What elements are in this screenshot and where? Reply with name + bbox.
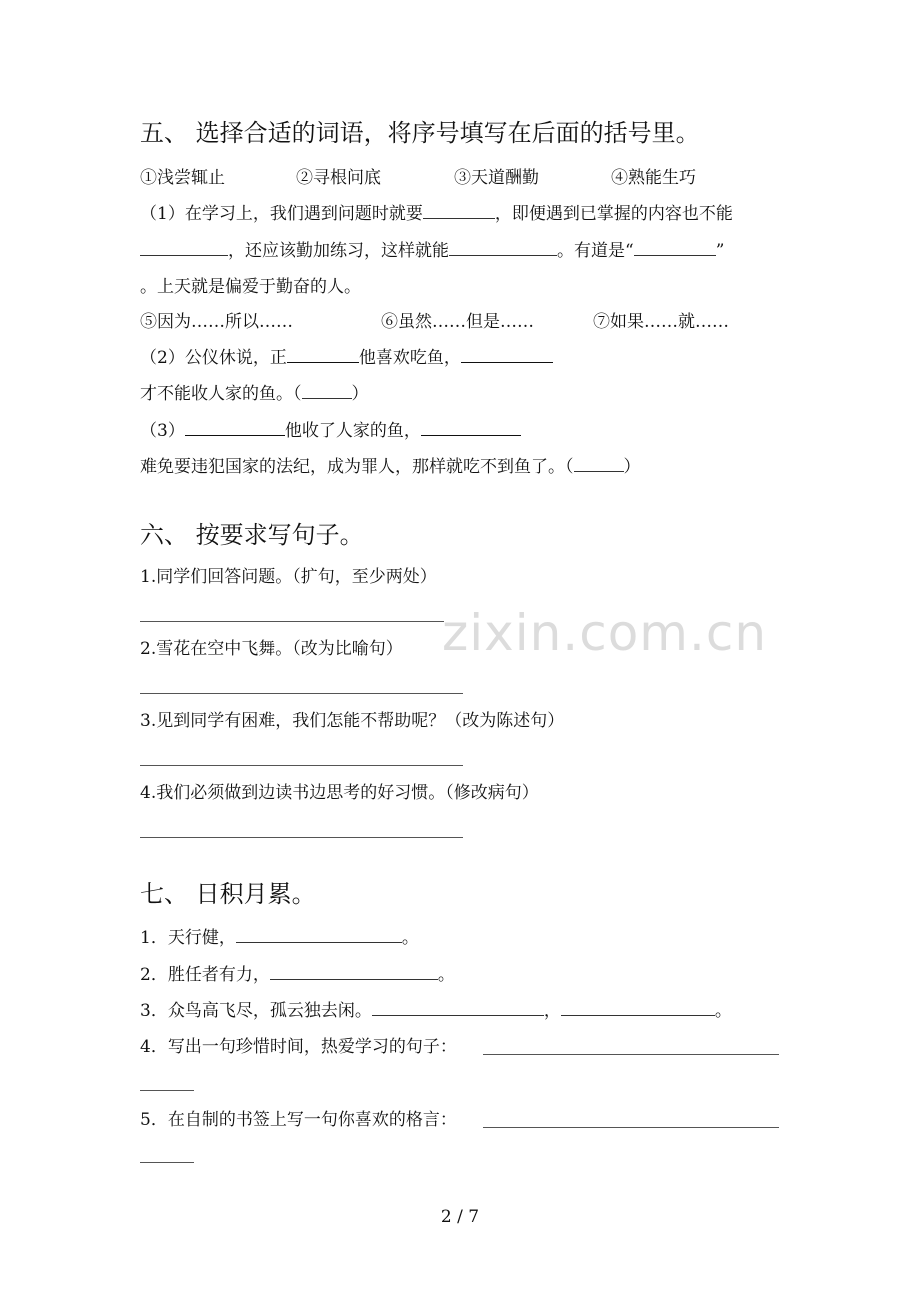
option-7: ⑦如果……就…… bbox=[593, 312, 729, 332]
item-3-text-a: 3．众鸟高飞尽，孤云独去闲。 bbox=[140, 1001, 372, 1021]
question-1-line-2 bbox=[140, 243, 724, 260]
page-number: 2 / 7 bbox=[440, 1207, 480, 1227]
section-7-title: 七、 日积月累。 bbox=[140, 880, 316, 908]
q1-text-a: （1）在学习上，我们遇到问题时就要 bbox=[140, 204, 423, 224]
accumulate-item-4: 4．写出一句珍惜时间，热爱学习的句子： bbox=[140, 1037, 457, 1057]
question-1-line-1 bbox=[140, 206, 733, 223]
item-3-blank-1[interactable] bbox=[372, 1014, 544, 1016]
option-4: ④熟能生巧 bbox=[611, 168, 696, 188]
item-1-blank[interactable] bbox=[236, 941, 402, 943]
q1-text-e: ” bbox=[715, 241, 725, 261]
q3-blank-1[interactable] bbox=[185, 434, 285, 436]
item-1-text-a: 1．天行健， bbox=[140, 928, 236, 948]
question-2-line-1 bbox=[140, 350, 553, 367]
q3-blank-2[interactable] bbox=[421, 434, 521, 436]
accumulate-item-5: 5．在自制的书签上写一句你喜欢的格言： bbox=[140, 1110, 457, 1130]
q3-answer-blank[interactable] bbox=[574, 470, 624, 472]
answer-line-2[interactable] bbox=[140, 693, 463, 694]
q3-text-d: ） bbox=[623, 457, 641, 477]
item-4-answer-line-cont[interactable] bbox=[140, 1090, 194, 1091]
section-6-title: 六、 按要求写句子。 bbox=[140, 521, 364, 549]
q1-blank-2[interactable] bbox=[140, 254, 228, 256]
q1-text-d: 。有道是“ bbox=[557, 241, 634, 261]
answer-line-3[interactable] bbox=[140, 765, 463, 766]
q2-answer-blank[interactable] bbox=[302, 397, 352, 399]
q1-blank-4[interactable] bbox=[634, 254, 716, 256]
q2-text-b: 他喜欢吃鱼， bbox=[358, 348, 461, 368]
option-2: ②寻根问底 bbox=[296, 168, 381, 188]
item-2-text-a: 2．胜任者有力， bbox=[140, 965, 270, 985]
watermark: zixin.com.cn bbox=[442, 604, 768, 662]
item-3-text-c: 。 bbox=[714, 1001, 732, 1021]
accumulate-item-1 bbox=[140, 930, 419, 947]
item-3-text-b: ， bbox=[543, 1001, 561, 1021]
answer-line-4[interactable] bbox=[140, 837, 463, 838]
q2-text-c: 才不能收人家的鱼。（ bbox=[140, 384, 302, 404]
q2-blank-2[interactable] bbox=[461, 361, 553, 363]
question-2-line-2 bbox=[140, 386, 369, 403]
item-5-answer-line-cont[interactable] bbox=[140, 1162, 194, 1163]
accumulate-item-3 bbox=[140, 1003, 732, 1020]
rewrite-item-3: 3.见到同学有困难，我们怎能不帮助呢？（改为陈述句） bbox=[140, 711, 565, 731]
item-2-text-b: 。 bbox=[437, 965, 455, 985]
accumulate-item-2 bbox=[140, 967, 455, 984]
option-3: ③天道酬勤 bbox=[454, 168, 539, 188]
option-1: ①浅尝辄止 bbox=[140, 168, 225, 188]
question-3-line-2 bbox=[140, 459, 641, 476]
q1-blank-3[interactable] bbox=[449, 254, 557, 256]
section-5-title: 五、 选择合适的词语，将序号填写在后面的括号里。 bbox=[140, 119, 700, 147]
question-1-line-3: 。上天就是偏爱于勤奋的人。 bbox=[140, 277, 361, 297]
item-2-blank[interactable] bbox=[270, 978, 438, 980]
q1-text-b: ，即便遇到已掌握的内容也不能 bbox=[494, 204, 733, 224]
q1-text-c: ，还应该勤加练习，这样就能 bbox=[228, 241, 449, 261]
q3-text-b: 他收了人家的鱼， bbox=[284, 421, 421, 441]
item-5-answer-line[interactable] bbox=[483, 1127, 779, 1128]
item-1-text-b: 。 bbox=[401, 928, 419, 948]
q3-text-a: （3） bbox=[140, 421, 185, 441]
q2-text-a: （2）公仪休说，正 bbox=[140, 348, 287, 368]
q2-blank-1[interactable] bbox=[287, 361, 359, 363]
option-6: ⑥虽然……但是…… bbox=[381, 312, 534, 332]
item-4-answer-line[interactable] bbox=[483, 1054, 779, 1055]
item-3-blank-2[interactable] bbox=[561, 1014, 715, 1016]
rewrite-item-1: 1.同学们回答问题。（扩句，至少两处） bbox=[140, 567, 437, 587]
q3-text-c: 难免要违犯国家的法纪，成为罪人，那样就吃不到鱼了。（ bbox=[140, 457, 574, 477]
rewrite-item-4: 4.我们必须做到边读书边思考的好习惯。（修改病句） bbox=[140, 783, 539, 803]
answer-line-1[interactable] bbox=[140, 621, 444, 622]
rewrite-item-2: 2.雪花在空中飞舞。（改为比喻句） bbox=[140, 639, 403, 659]
option-5: ⑤因为……所以…… bbox=[140, 312, 293, 332]
q2-text-d: ） bbox=[351, 384, 369, 404]
question-3-line-1 bbox=[140, 423, 521, 440]
q1-blank-1[interactable] bbox=[423, 217, 495, 219]
